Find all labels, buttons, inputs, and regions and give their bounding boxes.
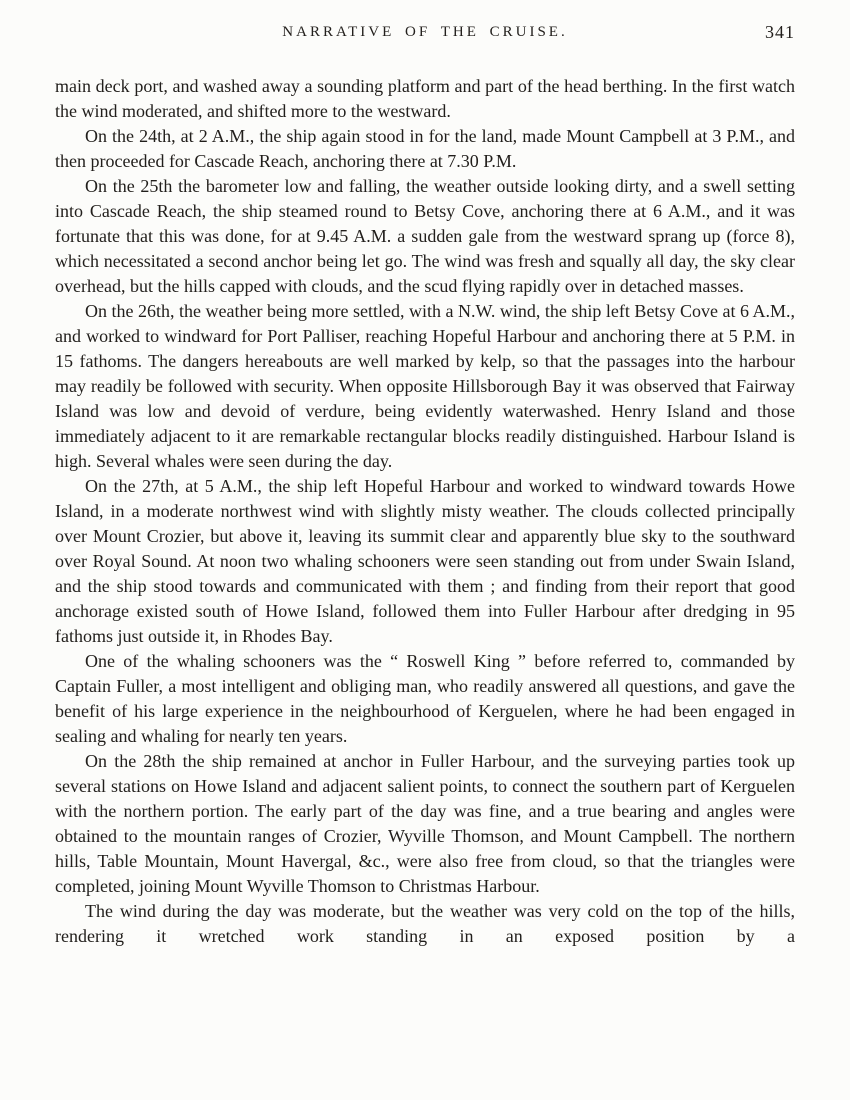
paragraph-3: On the 25th the barometer low and falling, the weather outside looking dirty, and a swell setting into Cascade Reach, the ship steamed round to Betsy Cove, anchoring there at 6 A.M., and it was fortunate that this was done, for at 9.45 A.M. a sudden gale from the westward sprang up (force 8), which necessitated a second anchor being let go. The wind was fresh and squally all day, the sky clear overhead, but the hills capped with clouds, and the scud flying rapidly over in detached masses. — [55, 176, 795, 296]
running-header-title: NARRATIVE OF THE CRUISE. — [282, 24, 568, 40]
running-header — [55, 24, 795, 48]
paragraph-1: main deck port, and washed away a sounding platform and part of the head berthing. In the first watch the wind moderated, and shifted more to the westward. — [55, 76, 795, 121]
paragraph-4: On the 26th, the weather being more settled, with a N.W. wind, the ship left Betsy Cove at 6 A.M., and worked to windward for Port Palliser, reaching Hopeful Harbour and anchoring there at 5 P.M. in 15 fathoms. The dangers hereabouts are well marked by kelp, so that the passages into the harbour may readily be followed with security. When opposite Hillsborough Bay it was observed that Fairway Island was low and devoid of verdure, being evidently waterwashed. Henry Island and those immediately adjacent to it are remarkable rectangular blocks readily distinguished. Harbour Island is high. Several whales were seen during the day. — [55, 301, 795, 471]
paragraph-8: The wind during the day was moderate, but the weather was very cold on the top of the hills, rendering it wretched work standing in an exposed position by a — [55, 901, 795, 946]
paragraph-6: One of the whaling schooners was the “ Roswell King ” before referred to, commanded by Captain Fuller, a most intelligent and obliging man, who readily answered all questions, and gave the benefit of his large experience in the neighbourhood of Kerguelen, where he had been engaged in sealing and whaling for nearly ten years. — [55, 651, 795, 746]
page-body — [55, 74, 795, 949]
page-number: 341 — [765, 22, 795, 42]
paragraph-7: On the 28th the ship remained at anchor in Fuller Harbour, and the surveying parties took up several stations on Howe Island and adjacent salient points, to connect the southern part of Kerguelen with the northern portion. The early part of the day was fine, and a true bearing and angles were obtained to the mountain ranges of Crozier, Wyville Thomson, and Mount Campbell. The northern hills, Table Mountain, Mount Havergal, &c., were also free from cloud, so that the triangles were completed, joining Mount Wyville Thomson to Christmas Harbour. — [55, 751, 795, 896]
paragraph-5: On the 27th, at 5 A.M., the ship left Hopeful Harbour and worked to windward towards Howe Island, in a moderate northwest wind with slightly misty weather. The clouds collected principally over Mount Crozier, but above it, leaving its summit clear and apparently blue sky to the southward over Royal Sound. At noon two whaling schooners were seen standing out from under Swain Island, and the ship stood towards and communicated with them ; and finding from their report that good anchorage existed south of Howe Island, followed them into Fuller Harbour after dredging in 95 fathoms just outside it, in Rhodes Bay. — [55, 476, 795, 646]
paragraph-2: On the 24th, at 2 A.M., the ship again stood in for the land, made Mount Campbell at 3 P.M., and then proceeded for Cascade Reach, anchoring there at 7.30 P.M. — [55, 126, 795, 171]
